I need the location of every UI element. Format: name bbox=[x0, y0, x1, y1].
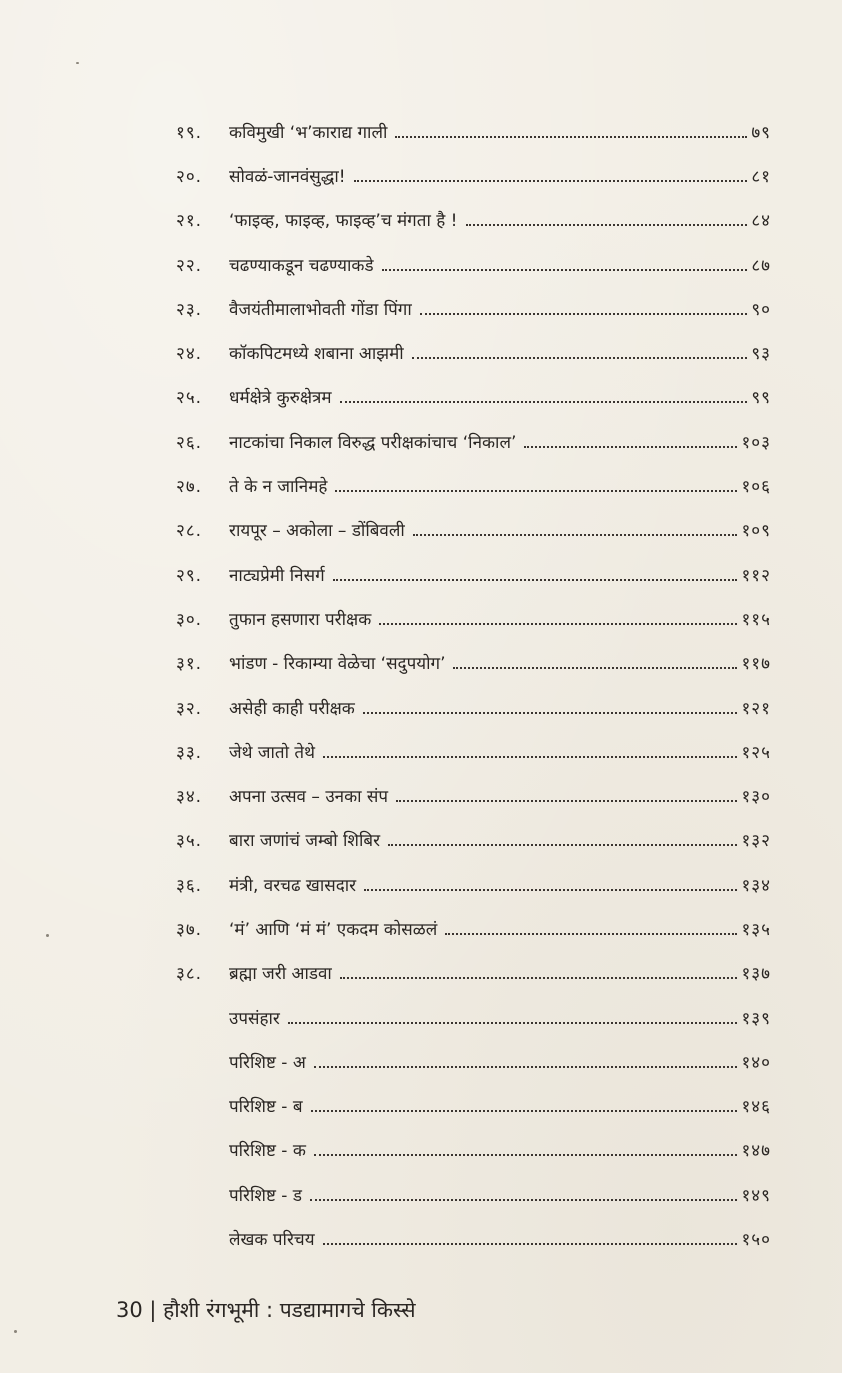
toc-dot-leader bbox=[382, 268, 748, 271]
toc-entry bbox=[0, 463, 842, 507]
toc-entry-title: रायपूर – अकोला – डोंबिवली bbox=[229, 521, 405, 542]
toc-dot-leader bbox=[453, 666, 737, 669]
toc-entry bbox=[0, 773, 842, 817]
toc-entry-title: धर्मक्षेत्रे कुरुक्षेत्रम bbox=[229, 388, 332, 409]
toc-entry bbox=[0, 198, 842, 242]
toc-entry-number: १९. bbox=[176, 122, 203, 143]
toc-entry bbox=[0, 906, 842, 950]
toc-entry-number: २०. bbox=[176, 166, 203, 187]
toc-entry-number: २५. bbox=[176, 388, 203, 409]
toc-entry-number: ३४. bbox=[176, 787, 203, 808]
toc-entry bbox=[0, 153, 842, 197]
toc-entry bbox=[0, 508, 842, 552]
toc-entry-title: उपसंहार bbox=[229, 1008, 280, 1029]
toc-entry-number: ३५. bbox=[176, 831, 203, 852]
toc-entry-title: भांडण - रिकाम्या वेळेचा ‘सदुपयोग’ bbox=[229, 654, 446, 675]
toc-entry-page-number: ११७ bbox=[741, 654, 771, 675]
toc-entry-page-number: ९९ bbox=[751, 388, 771, 409]
toc-entry bbox=[0, 729, 842, 773]
toc-entry-page-number: ११५ bbox=[741, 609, 771, 630]
toc-entry-number: २४. bbox=[176, 344, 203, 365]
toc-entry bbox=[0, 596, 842, 640]
toc-entry-title: चढण्याकडून चढण्याकडे bbox=[229, 255, 374, 276]
toc-entry-number: ३३. bbox=[176, 742, 203, 763]
toc-entry-page-number: ८४ bbox=[751, 211, 771, 232]
toc-dot-leader bbox=[323, 755, 738, 758]
toc-entry-body bbox=[229, 341, 771, 364]
toc-dot-leader bbox=[323, 1242, 738, 1245]
toc-entry-title: ते के न जानिमहे bbox=[229, 477, 328, 498]
toc-entry-title: कॉकपिटमध्ये शबाना आझमी bbox=[229, 344, 404, 365]
toc-entry bbox=[0, 330, 842, 374]
toc-entry-title: सोवळं-जानवंसुद्धा! bbox=[229, 166, 346, 187]
toc-entry bbox=[0, 1084, 842, 1128]
toc-entry-page-number: १३५ bbox=[741, 919, 771, 940]
toc-entry-page-number: १३० bbox=[741, 787, 771, 808]
toc-entry-page-number: १३७ bbox=[741, 964, 771, 985]
toc-entry bbox=[0, 685, 842, 729]
toc-entry bbox=[0, 1216, 842, 1260]
toc-entry-title: वैजयंतीमालाभोवती गोंडा पिंगा bbox=[229, 299, 412, 320]
toc-dot-leader bbox=[379, 622, 737, 625]
toc-entry-body bbox=[229, 1050, 771, 1073]
toc-dot-leader bbox=[340, 400, 748, 403]
toc-entry-page-number: ९० bbox=[751, 299, 771, 320]
toc-entry-number: २६. bbox=[176, 432, 203, 453]
toc-entry-page-number: १२५ bbox=[741, 742, 771, 763]
toc-dot-leader bbox=[524, 445, 737, 448]
toc-entry bbox=[0, 641, 842, 685]
toc-entry-body bbox=[229, 563, 771, 586]
toc-entry-title: नाट्यप्रेमी निसर्ग bbox=[229, 565, 325, 586]
toc-entry bbox=[0, 951, 842, 995]
toc-entry-body bbox=[229, 917, 771, 940]
toc-dot-leader bbox=[388, 843, 737, 846]
toc-entry-body bbox=[229, 828, 771, 851]
toc-entry-page-number: १३९ bbox=[741, 1008, 771, 1029]
toc-entry-number: ३१. bbox=[176, 654, 203, 675]
toc-entry bbox=[0, 1172, 842, 1216]
toc-dot-leader bbox=[310, 1198, 738, 1201]
toc-dot-leader bbox=[288, 1021, 738, 1024]
toc-entry-page-number: १३४ bbox=[741, 875, 771, 896]
toc-entry-page-number: १०९ bbox=[741, 521, 771, 542]
toc-entry-body bbox=[229, 784, 771, 807]
toc-entry-page-number: ८१ bbox=[751, 166, 771, 187]
toc-dot-leader bbox=[445, 932, 737, 935]
toc-entry-body bbox=[229, 430, 771, 453]
toc-dot-leader bbox=[314, 1065, 738, 1068]
toc-entry bbox=[0, 375, 842, 419]
toc-entry-number: २८. bbox=[176, 521, 203, 542]
toc-entry-page-number: १०३ bbox=[741, 432, 771, 453]
toc-entry-number: ३०. bbox=[176, 609, 203, 630]
toc-entry-body bbox=[229, 253, 771, 276]
toc-dot-leader bbox=[395, 135, 747, 138]
toc-entry-title: ‘फाइव्ह, फाइव्ह, फाइव्ह’च मंगता है ! bbox=[229, 211, 458, 232]
toc-entry-body bbox=[229, 696, 771, 719]
toc-dot-leader bbox=[363, 711, 738, 714]
toc-entry-body bbox=[229, 297, 771, 320]
toc-entry-title: नाटकांचा निकाल विरुद्ध परीक्षकांचाच ‘निकाल’ bbox=[229, 432, 517, 453]
toc-entry bbox=[0, 286, 842, 330]
paper-speck bbox=[14, 1330, 17, 1333]
toc-entry-page-number: १४६ bbox=[741, 1097, 771, 1118]
toc-dot-leader bbox=[314, 1153, 738, 1156]
toc-entry-title: बारा जणांचं जम्बो शिबिर bbox=[229, 831, 381, 852]
toc-entry-title: परिशिष्ट - क bbox=[229, 1141, 306, 1162]
toc-entry bbox=[0, 1039, 842, 1083]
toc-dot-leader bbox=[311, 1109, 738, 1112]
toc-entry-body bbox=[229, 873, 771, 896]
toc-entry-title: अपना उत्सव – उनका संप bbox=[229, 787, 389, 808]
toc-entry bbox=[0, 818, 842, 862]
toc-entry-body bbox=[229, 1094, 771, 1117]
toc-entry-page-number: ८७ bbox=[751, 255, 771, 276]
toc-entry-page-number: १२१ bbox=[741, 698, 771, 719]
toc-entry-body bbox=[229, 474, 771, 497]
toc-entry-title: परिशिष्ट - ब bbox=[229, 1097, 303, 1118]
toc-entry-page-number: १५० bbox=[741, 1230, 771, 1251]
toc-entry-page-number: १४९ bbox=[741, 1185, 771, 1206]
paper-speck bbox=[76, 62, 79, 64]
toc-entry-title: परिशिष्ट - अ bbox=[229, 1052, 306, 1073]
toc-entry bbox=[0, 242, 842, 286]
toc-entry-title: कविमुखी ‘भ’काराद्य गाली bbox=[229, 122, 388, 143]
toc-entry-number: २३. bbox=[176, 299, 203, 320]
toc-entry bbox=[0, 862, 842, 906]
toc-entry-body bbox=[229, 208, 771, 231]
toc-dot-leader bbox=[335, 489, 737, 492]
toc-entry-body bbox=[229, 740, 771, 763]
toc-entry-number: ३७. bbox=[176, 919, 203, 940]
toc-entry-body bbox=[229, 1138, 771, 1161]
toc-entry bbox=[0, 109, 842, 153]
toc-entry bbox=[0, 1128, 842, 1172]
toc-entry-page-number: १४० bbox=[741, 1052, 771, 1073]
toc-dot-leader bbox=[333, 578, 738, 581]
toc-entry-page-number: ११२ bbox=[741, 565, 771, 586]
toc-dot-leader bbox=[412, 356, 748, 359]
toc-entry-title: तुफान हसणारा परीक्षक bbox=[229, 609, 372, 630]
toc-entry-number: २९. bbox=[176, 565, 203, 586]
toc-dot-leader bbox=[396, 799, 737, 802]
toc-entry bbox=[0, 995, 842, 1039]
toc-dot-leader bbox=[420, 312, 748, 315]
toc-dot-leader bbox=[466, 223, 748, 226]
toc-entry-title: ब्रह्मा जरी आडवा bbox=[229, 964, 332, 985]
toc-entry-number: ३२. bbox=[176, 698, 203, 719]
toc-entry-body bbox=[229, 120, 771, 143]
toc-entry-body bbox=[229, 385, 771, 408]
toc-entry-number: २१. bbox=[176, 211, 203, 232]
toc-entry-number: ३८. bbox=[176, 964, 203, 985]
toc-entry-body bbox=[229, 1227, 771, 1250]
toc-entry-body bbox=[229, 651, 771, 674]
toc-entry-page-number: ७९ bbox=[751, 122, 771, 143]
toc-entry-page-number: १३२ bbox=[741, 831, 771, 852]
toc-entry-page-number: ९३ bbox=[751, 344, 771, 365]
toc-dot-leader bbox=[340, 976, 738, 979]
toc-entry bbox=[0, 419, 842, 463]
toc-entry-page-number: १०६ bbox=[741, 477, 771, 498]
toc-dot-leader bbox=[413, 533, 738, 536]
toc-dot-leader bbox=[364, 888, 737, 891]
toc-entry-body bbox=[229, 607, 771, 630]
toc-entry-number: ३६. bbox=[176, 875, 203, 896]
toc-entry-title: असेही काही परीक्षक bbox=[229, 698, 355, 719]
toc-entry-body bbox=[229, 164, 771, 187]
toc-entry-page-number: १४७ bbox=[741, 1141, 771, 1162]
toc-entry-title: लेखक परिचय bbox=[229, 1230, 315, 1251]
toc-dot-leader bbox=[354, 179, 748, 182]
toc-entry-title: मंत्री, वरचढ खासदार bbox=[229, 875, 357, 896]
page-footer: 30 | हौशी रंगभूमी : पडद्यामागचे किस्से bbox=[116, 1298, 416, 1322]
toc-entry-body bbox=[229, 518, 771, 541]
toc-entry-number: २२. bbox=[176, 255, 203, 276]
toc-entry-body bbox=[229, 1183, 771, 1206]
toc-entry-title: जेथे जातो तेथे bbox=[229, 742, 315, 763]
toc-entry-number: २७. bbox=[176, 477, 203, 498]
toc-entry-body bbox=[229, 961, 771, 984]
table-of-contents bbox=[0, 109, 842, 1261]
toc-entry-body bbox=[229, 1006, 771, 1029]
toc-entry-title: परिशिष्ट - ड bbox=[229, 1185, 302, 1206]
toc-entry bbox=[0, 552, 842, 596]
toc-entry-title: ‘मं’ आणि ‘मं मं’ एकदम कोसळलं bbox=[229, 919, 438, 940]
